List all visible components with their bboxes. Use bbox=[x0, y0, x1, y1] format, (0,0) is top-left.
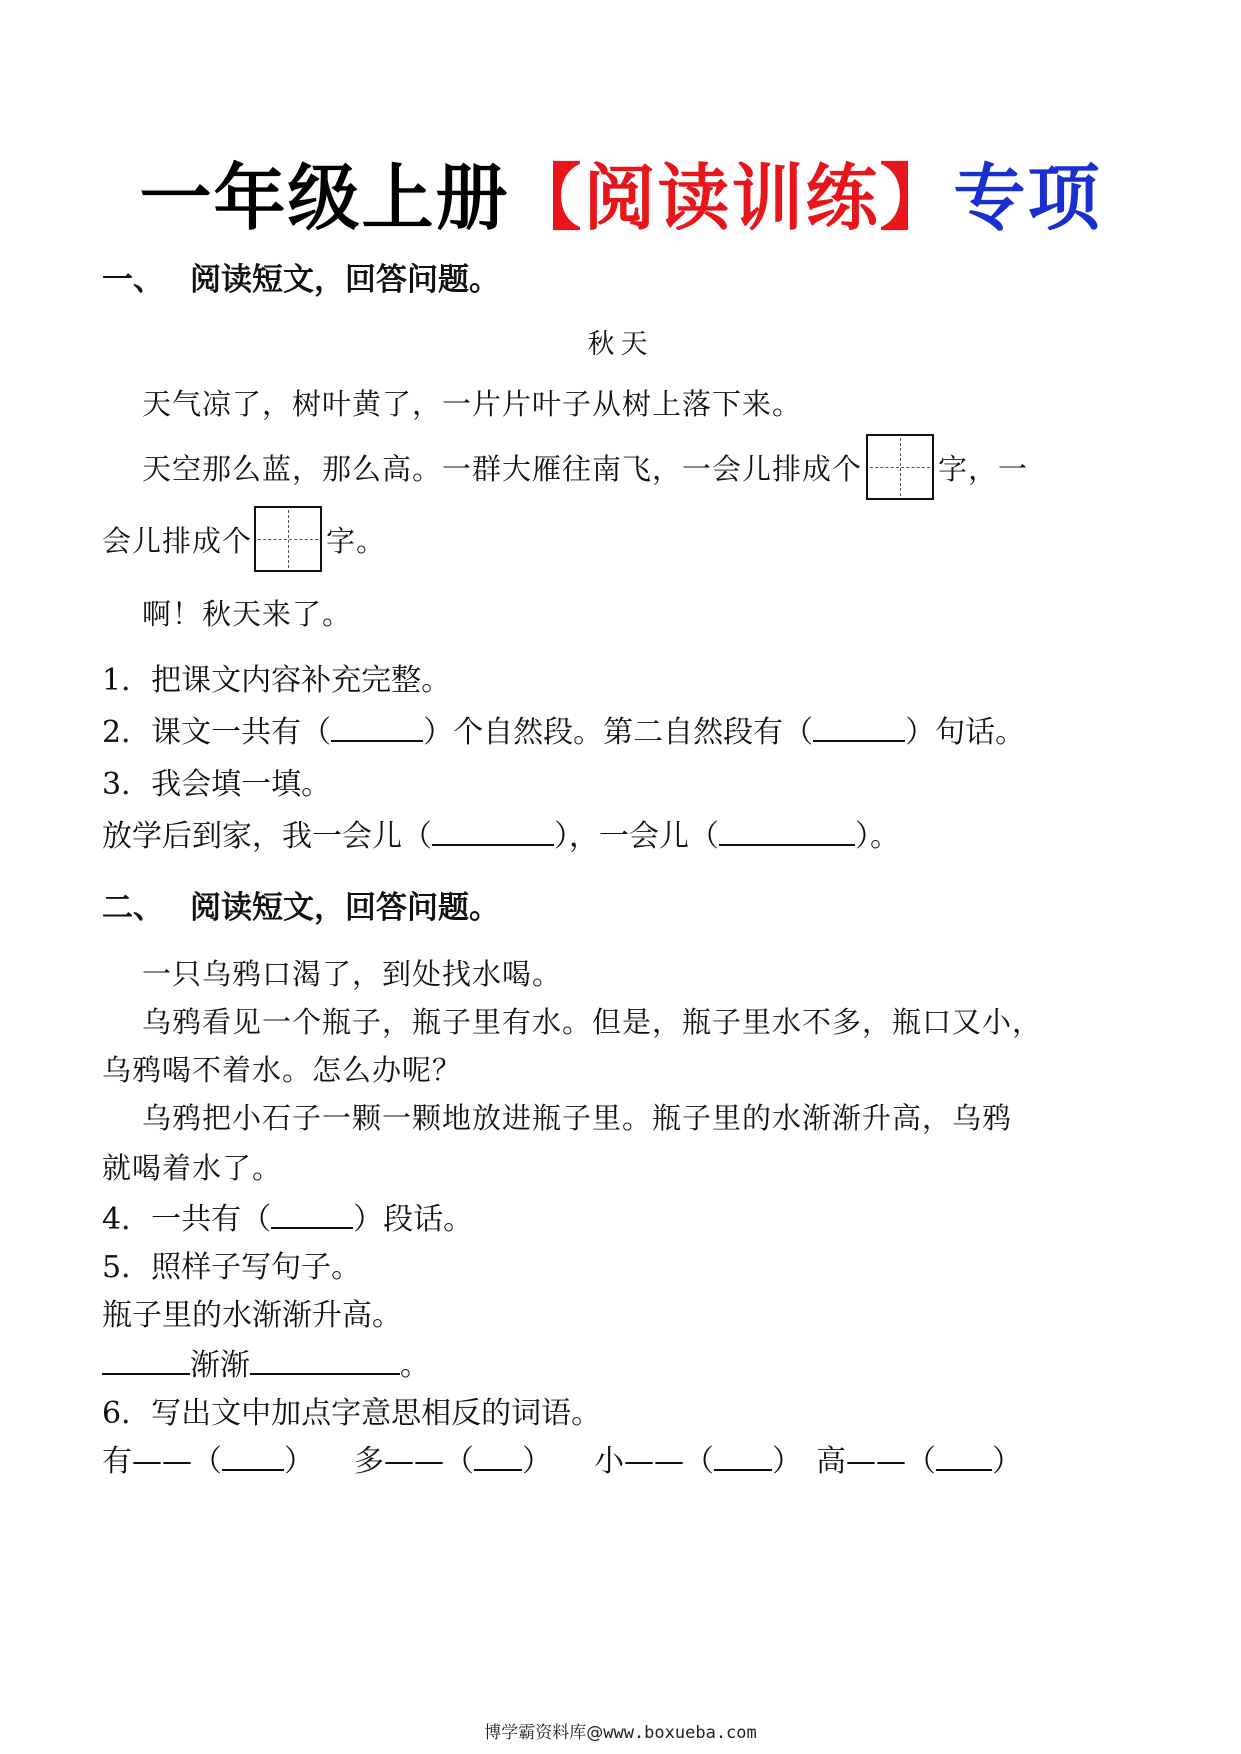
q6-item-4-close: ） bbox=[992, 1444, 1022, 1479]
q6-item-3 bbox=[594, 1436, 802, 1480]
s2-paragraph-1: 一只乌鸦口渴了，到处找水喝。 bbox=[142, 957, 563, 991]
section1-heading bbox=[102, 254, 500, 299]
question-6: 6．写出文中加点字意思相反的词语。 bbox=[102, 1396, 602, 1431]
s1-paragraph-2-line-2 bbox=[102, 506, 386, 572]
page-title bbox=[0, 140, 1241, 244]
q3-blank-1[interactable] bbox=[432, 818, 554, 846]
question-3-line bbox=[102, 811, 900, 855]
s1-p2-text-b: 字，一 bbox=[938, 451, 1029, 486]
s1-paragraph-1: 天气凉了，树叶黄了，一片片叶子从树上落下来。 bbox=[142, 387, 803, 421]
answer-grid-box-1[interactable] bbox=[866, 434, 934, 500]
q6-item-3-close: ） bbox=[772, 1444, 802, 1479]
s2-paragraph-3-line-2: 就喝着水了。 bbox=[102, 1151, 283, 1185]
s1-p2-text-d: 字。 bbox=[326, 523, 387, 558]
s1-paragraph-2-line-1 bbox=[142, 434, 1028, 500]
question-1: 1．把课文内容补充完整。 bbox=[102, 663, 452, 698]
q6-item-2-word: 多——（ bbox=[354, 1444, 474, 1479]
s1-p2-text-c: 会儿排成个 bbox=[102, 523, 253, 558]
q5-word: 渐渐 bbox=[190, 1348, 250, 1383]
q6-item-4-word: 高——（ bbox=[816, 1444, 936, 1479]
footer-url[interactable]: www.boxueba.com bbox=[603, 1723, 757, 1743]
question-5: 5．照样子写句子。 bbox=[102, 1250, 362, 1285]
question-2 bbox=[102, 707, 1025, 751]
q3-text-a: 放学后到家，我一会儿（ bbox=[102, 819, 432, 854]
q6-item-1-word: 有——（ bbox=[102, 1444, 222, 1479]
q6-item-1-close: ） bbox=[284, 1444, 314, 1479]
q4-text-a: 4．一共有（ bbox=[102, 1202, 272, 1237]
s2-paragraph-3-line-1: 乌鸦把小石子一颗一颗地放进瓶子里。瓶子里的水渐渐升高，乌鸦 bbox=[142, 1101, 1013, 1135]
title-grade: 一年级上册 bbox=[139, 156, 510, 240]
q6-blank-2[interactable] bbox=[474, 1443, 522, 1471]
q3-text-b: ），一会儿（ bbox=[554, 819, 719, 854]
q6-item-1 bbox=[102, 1436, 314, 1480]
q3-text-c: ）。 bbox=[855, 819, 900, 854]
question-3: 3．我会填一填。 bbox=[102, 767, 332, 802]
title-topic: 【阅读训练】 bbox=[509, 156, 954, 240]
q6-item-2 bbox=[354, 1436, 552, 1480]
answer-grid-box-2[interactable] bbox=[254, 506, 322, 572]
q2-text-b: ）个自然段。第二自然段有（ bbox=[423, 715, 814, 750]
passage-title: 秋天 bbox=[587, 329, 654, 360]
title-suffix: 专项 bbox=[953, 156, 1102, 240]
q3-blank-2[interactable] bbox=[719, 818, 855, 846]
section2-heading-text: 阅读短文，回答问题。 bbox=[190, 890, 500, 926]
q6-item-4 bbox=[816, 1436, 1022, 1480]
section2-heading bbox=[102, 882, 500, 927]
q5-example-sentence: 瓶子里的水渐渐升高。 bbox=[102, 1298, 402, 1333]
question-4 bbox=[102, 1194, 473, 1238]
section1-number: 一、 bbox=[102, 262, 164, 298]
q5-answer-line bbox=[102, 1340, 430, 1384]
q2-text-a: 2．课文一共有（ bbox=[102, 715, 332, 750]
q4-blank[interactable] bbox=[271, 1201, 353, 1229]
q5-blank-2[interactable] bbox=[250, 1347, 400, 1375]
q2-blank-2[interactable] bbox=[813, 714, 905, 742]
s2-paragraph-2-line-2: 乌鸦喝不着水。怎么办呢？ bbox=[102, 1053, 463, 1087]
q6-blank-1[interactable] bbox=[222, 1443, 284, 1471]
q2-text-c: ）句话。 bbox=[905, 715, 1026, 750]
section1-heading-text: 阅读短文，回答问题。 bbox=[190, 262, 500, 298]
s2-paragraph-2-line-1: 乌鸦看见一个瓶子，瓶子里有水。但是，瓶子里水不多，瓶口又小， bbox=[142, 1005, 1043, 1039]
s1-p2-text-a: 天空那么蓝，那么高。一群大雁往南飞，一会儿排成个 bbox=[142, 451, 863, 486]
q6-item-2-close: ） bbox=[522, 1444, 552, 1479]
footer-watermark bbox=[0, 1718, 1241, 1743]
q6-blank-3[interactable] bbox=[714, 1443, 772, 1471]
q5-end: 。 bbox=[400, 1348, 430, 1383]
footer-site: 博学霸资料库@ bbox=[484, 1723, 604, 1743]
q4-text-b: ）段话。 bbox=[353, 1202, 474, 1237]
q2-blank-1[interactable] bbox=[331, 714, 423, 742]
q6-blank-4[interactable] bbox=[936, 1443, 992, 1471]
q5-blank-1[interactable] bbox=[102, 1347, 190, 1375]
q6-item-3-word: 小——（ bbox=[594, 1444, 714, 1479]
s1-paragraph-3: 啊！秋天来了。 bbox=[142, 597, 353, 631]
section2-number: 二、 bbox=[102, 890, 164, 926]
